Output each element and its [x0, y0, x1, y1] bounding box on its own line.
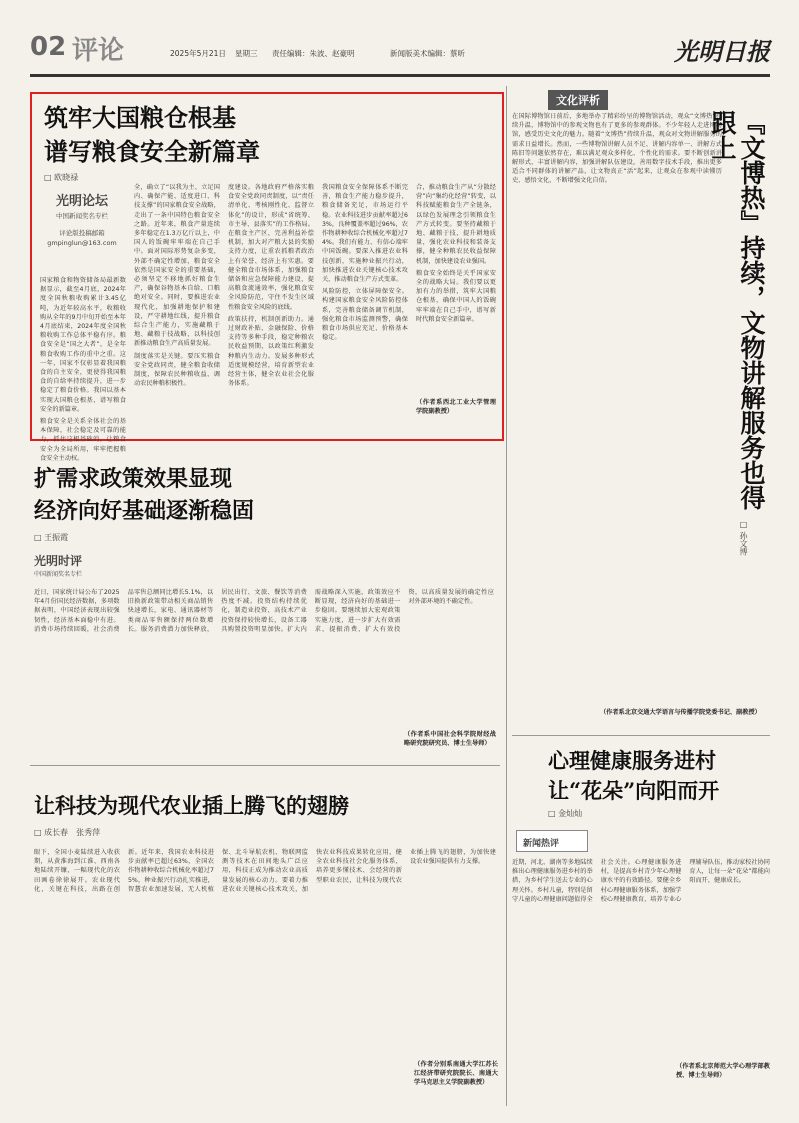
- column-logo-sub: 中国新闻奖名专栏: [34, 571, 83, 578]
- article1-author-name: 欧晓禄: [54, 173, 79, 182]
- article5-body: 近期，河北、湖南等多地陆续推出心理健康服务进乡村的举措，为乡村学生送去专业的心理关怀。乡村儿童，特别是留守儿童的心理健康问题值得全社会关注。心理健康服务进村，是提高乡村青少年心理健康水平的有效路径。要健全乡村心理健康服务体系，加强学校心理健康教育，培养专业心理辅导队伍，推动家校社协同育人，让每一朵“花朵”都能向阳而开，健康成长。: [512, 859, 770, 903]
- page-number: 02: [30, 32, 67, 62]
- article4-author-note: （作者系北京交通大学语言与传播学院党委书记、副教授）: [600, 709, 761, 716]
- article1-col2-para2: 制度落实是关键。要压实粮食安全党政同责，健全粮食收储制度，保障农民种粮收益，调动农民种粮积极性。: [134, 352, 220, 388]
- article1-col5-para2: 粮食安全始终是关乎国家安全的战略大局。我们要以更加有力的举措，筑牢大国粮仓根基，确保中国人的饭碗牢牢端在自己手中，谱写新时代粮食安全新篇章。: [416, 269, 496, 323]
- article5-author-name: 金灿灿: [558, 809, 583, 818]
- article1-col1-para1: 国家粮食和物资储备局最新数据显示，截至4月底，2024年度全国秋粮收购累计3.45亿吨，为近年较高水平，收粮收购从全年的9月中旬开始至本年4月底结束，2024年度全国秋粮收购工作总体平稳有序。粮食安全是“国之大者”，是全年粮食收购工作的重中之重。这一年，国家不仅彰显着我国粮食的自主安全，更使得我国粮食的自给率持续提升，进一步稳定了粮食价格。我国以基本实现大国粮仓根基，谱写粮食安全的新篇章。: [40, 277, 126, 413]
- forum-sub: 中国新闻奖名专栏: [56, 212, 108, 220]
- article2-author: □ 王振霞: [34, 533, 69, 542]
- paper-logo: 光明日报: [674, 37, 770, 66]
- divider-right: [512, 735, 770, 736]
- article1-col4: [322, 183, 408, 433]
- article1-col1-para2: 粮食安全是关系全体社会的基本保障，社会稳定及可靠的能力，抓住这根基础的，让粮食安全为全局所用，牢牢把握粮食安全主动权。: [40, 418, 126, 462]
- article1-title-line2: 谱写粮食安全新篇章: [44, 137, 260, 166]
- article3-authors: □ 成长春 张秀萍: [34, 828, 101, 837]
- article2-body: 近日，国家统计局公布了2025年4月份国民经济数据，多项数据表明，中国经济表现出较强韧性，经济基本面稳中有进。消费市场持续回暖，社会消费品零售总额同比增长5.1%，以旧换新政策带动相关商品销售快速增长，家电、通讯器材等类商品零售额保持两位数增长。服务消费潜力加快释放，居民出行、文旅、餐饮等消费热度不减。投资结构持续优化，制造业投资、高技术产业投资保持较快增长，设备工器具购置投资明显加快。扩大内需战略深入实施，政策效应不断显现，经济向好的基础进一步稳固。要继续加大宏观政策实施力度，进一步扩大有效需求，提振消费，扩大有效投资，以高质量发展的确定性应对外部环境的不确定性。: [34, 589, 494, 633]
- date: 2025年5月21日: [170, 49, 226, 58]
- article1-author-note: （作者系西北工业大学管理学院副教授）: [416, 399, 496, 416]
- culture-column-label-text: 文化评析: [556, 94, 600, 107]
- article1-col1: [40, 276, 126, 462]
- column-logo-box: [34, 552, 116, 580]
- article1-col3-para1: 度建设。各地政府严格落实粮食安全党政同责制度，以“责任清单化、考核刚性化、监督立体化”的设计，形成“省统筹、市主导、县落实”的工作格局。在粮食主产区，完善利益补偿机制，加大对产粮大县的奖励支持力度，让重农抓粮者政治上有荣誉、经济上有实惠。要健全粮食市场体系，加强粮食储备和应急保障能力建设，提高粮食流通效率，强化粮食安全风险防范，守住不发生区域性粮食安全风险的底线。: [228, 184, 314, 311]
- article4-author: □ 孙文博: [739, 520, 748, 556]
- forum-logo-box: [38, 190, 126, 270]
- divider: [30, 765, 500, 766]
- article3-title: 让科技为现代农业插上腾飞的翅膀: [34, 793, 349, 818]
- article1-col4-para1: 我国粮食安全保障体系不断完善，粮食生产能力稳步提升，粮食储备充足，市场运行平稳。农业科技进步贡献率超过63%，良种覆盖率超过96%，农作物耕种收综合机械化率超过74%。我们有能力、有信心端牢中国饭碗。要深入推进农业科技创新，实施种业振兴行动，加快推进农业关键核心技术攻关，推动粮食生产方式变革。: [322, 184, 408, 284]
- article3-author-note: （作者分别系南通大学江苏长江经济带研究院院长、南通大学马克思主义学院副教授）: [414, 1061, 498, 1087]
- article4-title: 『文博热』持续，文物讲解服务也得跟上: [708, 110, 766, 510]
- article1-col5: [416, 183, 496, 393]
- editor: 责任编辑：朱波、赵豪明: [272, 49, 355, 58]
- article4-body: 在国际博物馆日前后，多地举办了精彩纷呈的博物馆活动，观众“文博热”持续升温，博物馆中的参观文物也有了更多的参观群体。不少年轻人走进博物馆，感受历史文化的魅力。随着“文博热”持续升温，观众对文物讲解服务的需求日益增长。然而，一些博物馆讲解人员不足、讲解内容单一、讲解方式陈旧等问题依然存在，难以满足观众多样化、个性化的需求。要不断创新讲解形式，丰富讲解内容，加强讲解队伍建设，善用数字技术手段，推出更多适合不同群体的讲解产品，让文物真正“活”起来，让观众在参观中读懂历史、感悟文化，不断增强文化自信。: [512, 113, 722, 185]
- article1-col5-para1: 合，推动粮食生产从“分散经营”向“集约化经营”转变，以科技赋能粮食生产全链条，以绿色发展理念引领粮食生产方式转变。要坚持藏粮于地、藏粮于技，提升耕地质量，强化农业科技和装备支撑，健全种粮农民收益保障机制，加快建设农业强国。: [416, 184, 496, 265]
- article1-col2: [134, 183, 220, 433]
- news-hot-label-text: 新闻热评: [523, 839, 560, 849]
- article2-author-name: 王振霞: [44, 533, 69, 542]
- culture-column-label: [548, 90, 608, 110]
- masthead: [30, 30, 770, 77]
- article5-author: □ 金灿灿: [548, 809, 583, 818]
- article1-title-line1: 筑牢大国粮仓根基: [44, 103, 236, 132]
- forum-logo: 光明论坛: [55, 194, 108, 209]
- article1-author: □ 欧晓禄: [44, 173, 79, 182]
- article3-authors-names: 成长春 张秀萍: [44, 828, 101, 837]
- forum-email-label: 评论版投稿邮箱: [59, 229, 105, 237]
- article5-title-line1: 心理健康服务进村: [548, 748, 716, 773]
- forum-email: gmpinglun@163.com: [47, 239, 117, 247]
- article2-title-line2: 经济向好基础逐渐稳固: [34, 498, 255, 524]
- article4-author-name: 孙文博: [739, 531, 748, 556]
- designer: 新闻版美术编辑：蔡昕: [390, 49, 465, 58]
- article5-title-line2: 让“花朵”向阳而开: [548, 778, 720, 803]
- article2-author-note: （作者系中国社会科学院财经战略研究院研究员、博士生导师）: [404, 731, 496, 748]
- news-hot-label: [516, 830, 588, 852]
- article1-col3-para2: 政策扶持，机制创新助力。通过财政补贴、金融保险、价格支持等多种手段，稳定种粮农民收益预期，以政策红利激发种粮内生动力。发展多种形式适度规模经营，培育新型农业经营主体，健全农业社会化服务体系。: [228, 315, 314, 388]
- article3-body: 眼下，全国小麦陆续进入收获期，从黄淮海到江淮、西南各地陆续开镰，一幅现代化的农田画卷徐徐展开。农业现代化，关键在科技，出路在创新。近年来，我国农业科技进步贡献率已超过63%，全国农作物耕种收综合机械化率超过75%，种业振兴行动扎实推进，智慧农业加速发展，无人机植保、北斗导航农机、物联网监测等技术在田间地头广泛应用，科技正成为推动农业高质量发展的核心动力。要着力推进农业关键核心技术攻关，加快农业科技成果转化应用，健全农业科技社会化服务体系，培养更多懂技术、会经营的新型职业农民，让科技为现代农业插上腾飞的翅膀，为加快建设农业强国提供有力支撑。: [34, 849, 496, 893]
- article1-col3: [228, 183, 314, 433]
- section-name: 评论: [72, 36, 125, 66]
- column-divider: [506, 86, 507, 1106]
- article1-col4-para2: 风险防控，立体屏障保安全。构建国家粮食安全风险防控体系，完善粮食储备调节机制，强化粮食市场监测预警，确保粮食市场供应充足、价格基本稳定。: [322, 288, 408, 342]
- article2-title-line1: 扩需求政策效果显现: [34, 466, 233, 492]
- column-logo: 光明时评: [34, 554, 83, 568]
- weekday: 星期三: [235, 49, 258, 58]
- article1-col2-para1: 全，确立了“以我为主、立足国内、确保产能、适度进口、科技支撑”的国家粮食安全战略，走出了一条中国特色粮食安全之路。近年来，粮食产量连续多年稳定在1.3万亿斤以上，中国人的饭碗牢牢端在自己手中。面对国际形势复杂多变，外部不确定性增加，粮食安全依然是国家安全的重要基础，必须坚定不移地抓好粮食生产，确保谷物基本自给、口粮绝对安全。同时，要推进农业现代化，加强耕地保护和建设，严守耕地红线，提升粮食综合生产能力，实施藏粮于地、藏粮于技战略，以科技创新推动粮食生产高质量发展。: [134, 184, 220, 348]
- article5-author-note: （作者系北京师范大学心理学部教授、博士生导师）: [676, 1063, 770, 1080]
